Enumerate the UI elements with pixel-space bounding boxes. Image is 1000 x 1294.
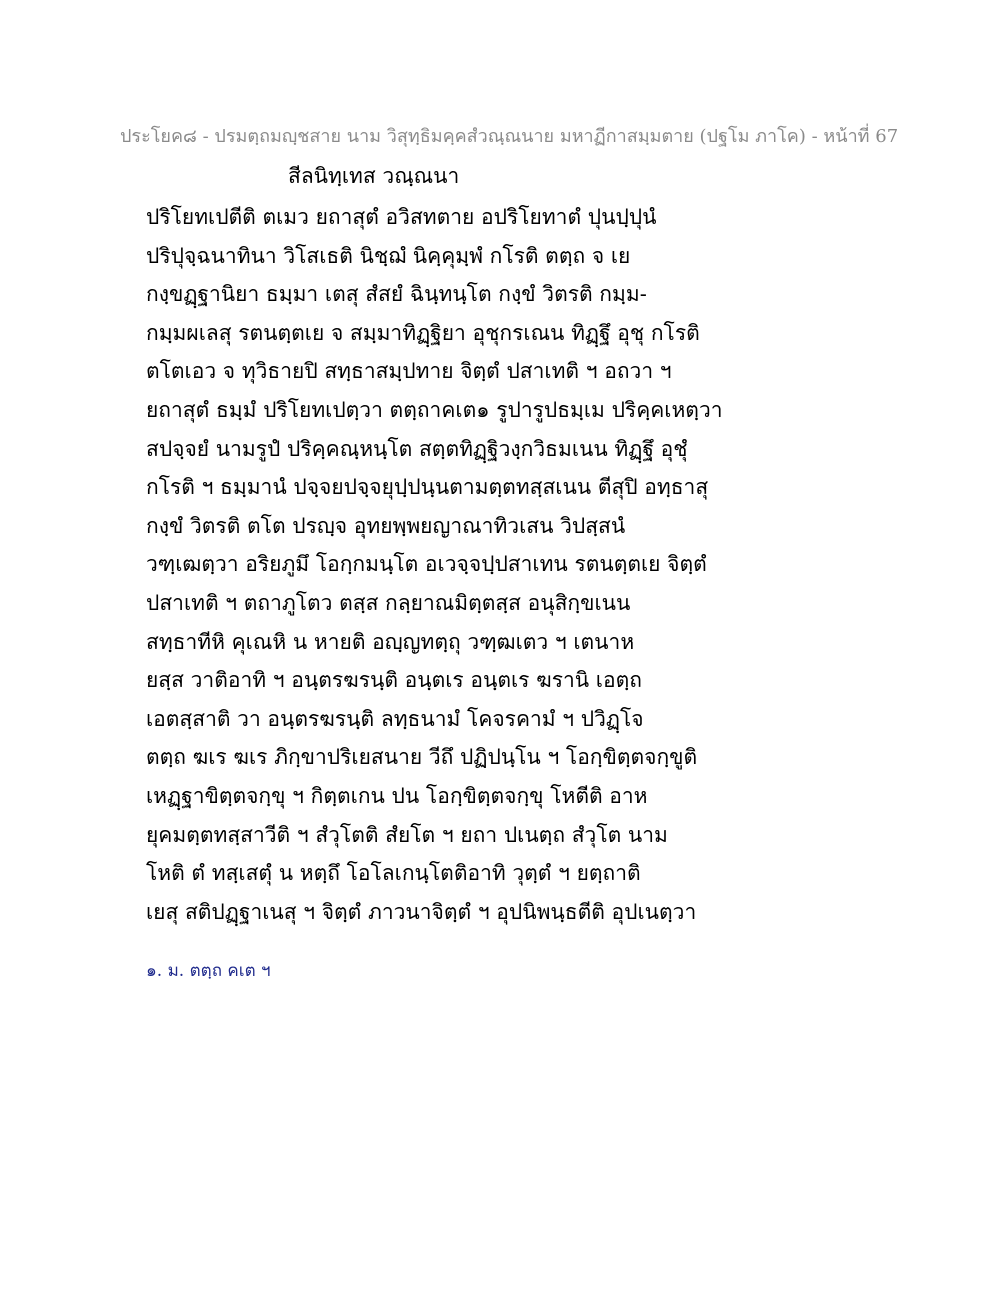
body-line: ยถาสุตํ ธมฺมํ ปริโยทเปตฺวา ตตฺถาคเต๑ รูปารูปธมฺเม ปริคฺคเหตฺวา	[146, 397, 723, 422]
body-line: เยสุ สติปฏฺฐาเนสุ ฯ จิตฺตํ ภาวนาจิตฺตํ ฯ อุปนิพนฺธตีติ อุปเนตฺวา	[146, 899, 697, 924]
body-line: ปริปุจฺฉนาทินา วิโสเธติ นิชฺฌํ นิคฺคุมฺพํ กโรติ ตตฺถ จ เย	[146, 243, 631, 268]
body-line: โหติ ตํ ทสฺเสตุํ น หตฺถึ โอโลเกนฺโตติอาทิ วุตฺตํ ฯ ยตฺถาติ	[146, 861, 641, 886]
body-line: กมฺมผเลสุ รตนตฺตเย จ สมฺมาทิฏฺฐิยา อุชุกรเณน ทิฏฺฐึ อุชุ กโรติ	[146, 320, 700, 345]
body-line: ยุคมตฺตทสฺสาวีติ ฯ สํวุโตติ สํยโต ฯ ยถา ปเนตฺถ สํวุโต นาม	[146, 822, 668, 847]
body-line: กงฺขฏฺฐานิยา ธมฺมา เตสุ สํสยํ ฉินฺทนฺโต กงฺขํ วิตรติ กมฺม-	[146, 282, 647, 307]
body-line: กโรติ ฯ ธมฺมานํ ปจฺจยปจฺจยุปฺปนฺนตามตฺตทสฺสเนน ตีสุปิ อทฺธาสุ	[146, 475, 709, 500]
body-line: วฑฺเฒตฺวา อริยภูมึ โอกฺกมนฺโต อเวจฺจปฺปสาเทน รตนตฺตเย จิตฺตํ	[146, 552, 707, 577]
footnote: ๑. ม. ตตฺถ คเต ฯ	[146, 961, 271, 981]
body-line: สทฺธาทีหิ คุเณหิ น หายติ อญฺญทตฺถุ วฑฺฒเตว ฯ เตนาห	[146, 629, 635, 654]
body-line: สปจฺจยํ นามรูปํ ปริคฺคณฺหนฺโต สตฺตทิฏฺฐิวงฺกวิธมเนน ทิฏฺฐึ อุชุํ	[146, 436, 688, 461]
body-line: ตตฺถ ฆเร ฆเร ภิกฺขาปริเยสนาย วีถึ ปฏิปนฺโน ฯ โอกฺขิตฺตจกฺขูติ	[146, 745, 698, 770]
body-line: ปสาเทติ ฯ ตถาภูโตว ตสฺส กลฺยาณมิตฺตสฺส อนุสิกฺขเนน	[146, 590, 631, 615]
body-line: เอตสฺสาติ วา อนฺตรฆรนฺติ ลทฺธนามํ โคจรคามํ ฯ ปวิฏฺโจ	[146, 706, 644, 731]
body-line: ตโตเอว จ ทุวิธายปิ สทฺธาสมฺปทาย จิตฺตํ ปสาเทติ ฯ อถวา ฯ	[146, 359, 672, 384]
body-line: ปริโยทเปตีติ ตเมว ยถาสุตํ อวิสทตาย อปริโยทาตํ ปุนปฺปุนํ	[146, 205, 657, 229]
body-text	[146, 198, 866, 931]
body-line: เหฏฺฐาขิตฺตจกฺขุ ฯ กิตฺตเกน ปน โอกฺขิตฺตจกฺขุ โหตีติ อาห	[146, 783, 648, 808]
body-line: ยสฺส วาติอาทิ ฯ อนฺตรฆรนฺติ อนฺตเร อนฺตเร ฆรานิ เอตฺถ	[146, 668, 642, 693]
section-title: สีลนิทฺเทส วณฺณนา	[288, 164, 460, 188]
page-header: ประโยค๘ - ปรมตฺถมญฺชสาย นาม วิสุทฺธิมคฺคสํวณฺณนาย มหาฏีกาสมฺมตาย (ปฐโม ภาโค) - หน้าที่ 67	[120, 126, 899, 147]
body-line: กงฺขํ วิตรติ ตโต ปรญฺจ อุทยพฺพยญาณาทิวเสน วิปสฺสนํ	[146, 513, 626, 538]
